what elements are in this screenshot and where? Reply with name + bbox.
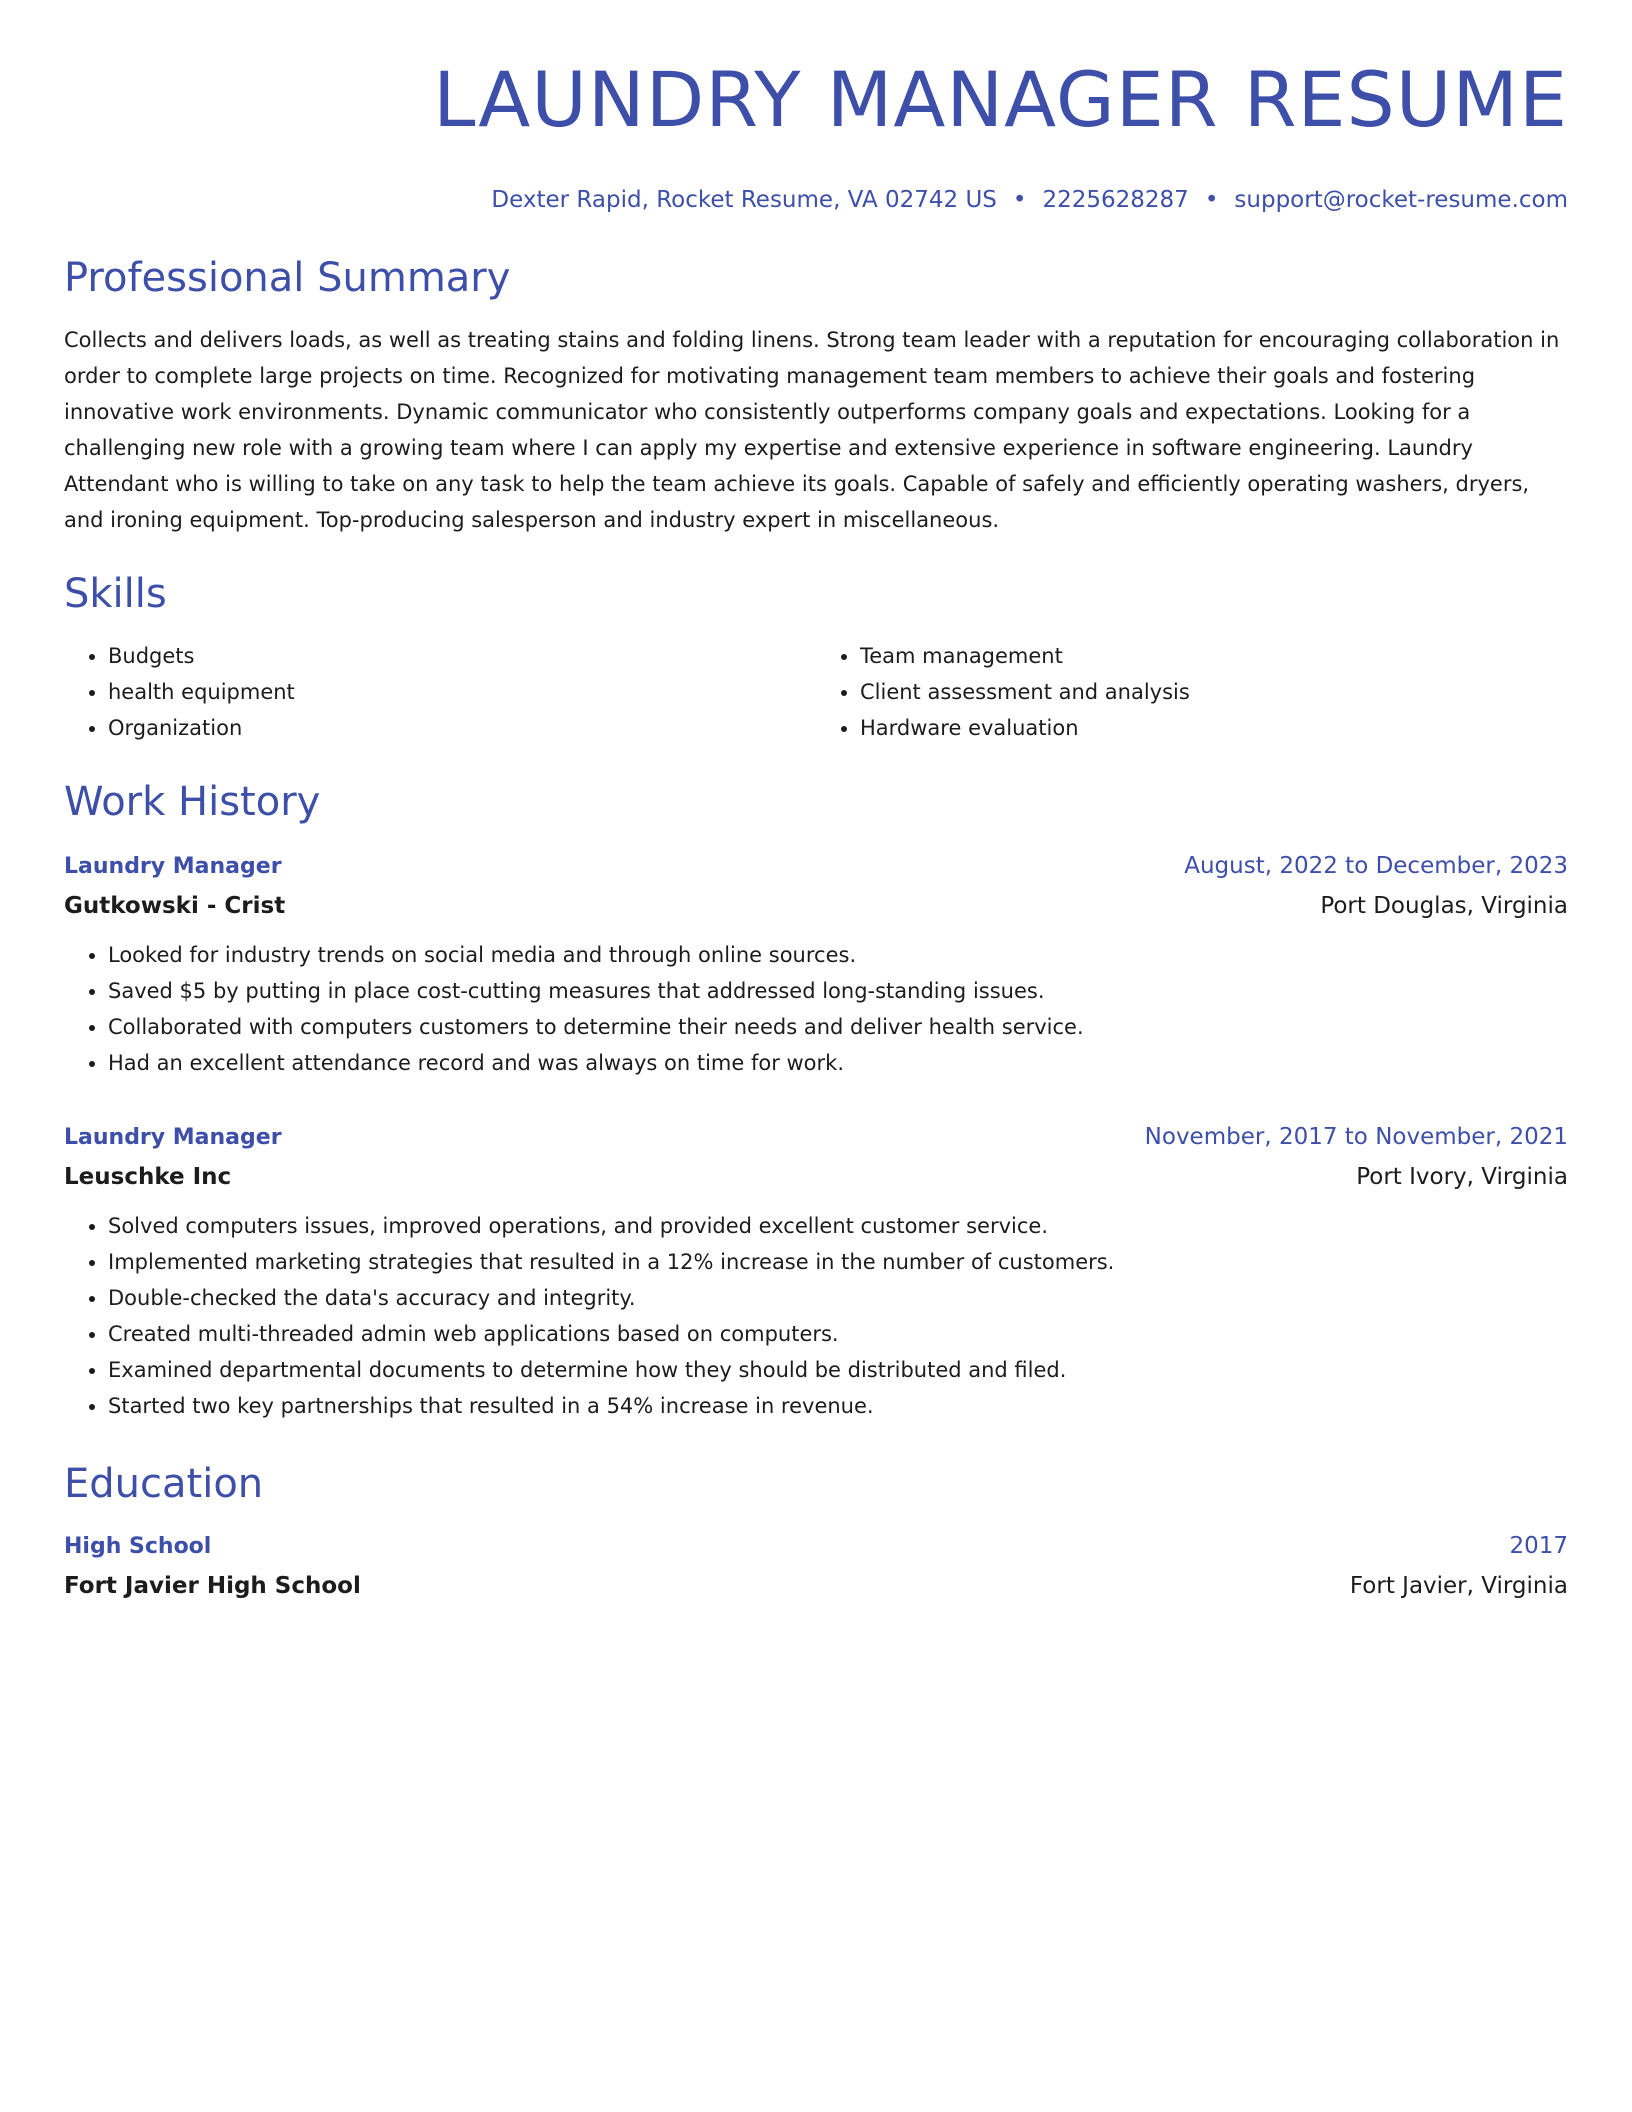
job-bullet: • Examined departmental documents to determine how they should be distributed and filed.: [108, 1352, 1568, 1388]
education-entry: [64, 1526, 1568, 1605]
skills-grid: [64, 638, 1568, 746]
work-history-heading: Work History: [64, 779, 321, 825]
job-bullets: [64, 1208, 1568, 1424]
education-section: [64, 1458, 1568, 1605]
job-bullet: • Saved $5 by putting in place cost-cutting measures that addressed long-standing issues.: [108, 973, 1568, 1009]
summary-section: [64, 252, 1568, 538]
contact-phone: 2225628287: [1042, 187, 1189, 213]
contact-email: support@rocket-resume.com: [1234, 187, 1568, 213]
contact-line: [64, 184, 1568, 216]
skill-item: • Budgets: [108, 638, 816, 674]
education-school-row: [64, 1567, 1568, 1605]
work-history-section: [64, 776, 1568, 1424]
education-year: 2017: [1509, 1533, 1568, 1559]
summary-text: Collects and delivers loads, as well as treating stains and folding linens. Strong team leader with a reputation for encouraging collaboration in order to complete large projects on time. Recognized for motivating management team members to achieve their goals and fostering innovative work environments. Dynamic communicator who consistently outperforms company goals and expectations. Looking for a challenging new role with a growing team where I can apply my expertise and extensive experience in software engineering. Laundry Attendant who is willing to take on any task to help the team achieve its goals. Capable of safely and efficiently operating washers, dryers, and ironing equipment. Top-producing salesperson and industry expert in miscellaneous.: [64, 328, 1560, 532]
job-company: Leuschke Inc: [64, 1164, 232, 1190]
skill-item: • health equipment: [108, 674, 816, 710]
job-dates: November, 2017 to November, 2021: [1144, 1124, 1568, 1150]
job-bullets: [64, 937, 1568, 1081]
contact-address: Dexter Rapid, Rocket Resume, VA 02742 US: [491, 187, 997, 213]
job-company: Gutkowski - Crist: [64, 893, 286, 919]
summary-heading: Professional Summary: [64, 255, 511, 301]
job-bullet: • Implemented marketing strategies that resulted in a 12% increase in the number of customers.: [108, 1244, 1568, 1280]
job-company-row: [64, 887, 1568, 925]
skill-item: • Organization: [108, 710, 816, 746]
job-role: Laundry Manager: [64, 854, 282, 879]
job-title-row: [64, 846, 1568, 887]
job-title-row: [64, 1117, 1568, 1158]
education-heading: Education: [64, 1461, 264, 1507]
job-bullet: • Created multi-threaded admin web applications based on computers.: [108, 1316, 1568, 1352]
skills-section: [64, 568, 1568, 746]
contact-separator: •: [1204, 187, 1219, 213]
job-location: Port Ivory, Virginia: [1356, 1164, 1568, 1190]
job-bullet: • Looked for industry trends on social media and through online sources.: [108, 937, 1568, 973]
job-bullet: • Had an excellent attendance record and was always on time for work.: [108, 1045, 1568, 1081]
education-school: Fort Javier High School: [64, 1573, 361, 1599]
education-degree: High School: [64, 1534, 212, 1559]
job-bullet: • Collaborated with computers customers to determine their needs and deliver health service.: [108, 1009, 1568, 1045]
education-location: Fort Javier, Virginia: [1349, 1573, 1568, 1599]
education-degree-row: [64, 1526, 1568, 1567]
skills-column-right: [816, 638, 1568, 746]
job-bullet: • Solved computers issues, improved operations, and provided excellent customer service.: [108, 1208, 1568, 1244]
job-entry: [64, 846, 1568, 1081]
skill-item: • Client assessment and analysis: [860, 674, 1568, 710]
job-company-row: [64, 1158, 1568, 1196]
skill-item: • Team management: [860, 638, 1568, 674]
job-dates: August, 2022 to December, 2023: [1184, 853, 1568, 879]
job-location: Port Douglas, Virginia: [1320, 893, 1568, 919]
job-entry: [64, 1117, 1568, 1424]
resume-title: LAUNDRY MANAGER RESUME: [433, 55, 1568, 144]
job-bullet: • Double-checked the data's accuracy and integrity.: [108, 1280, 1568, 1316]
skills-heading: Skills: [64, 571, 167, 617]
skills-column-left: [64, 638, 816, 746]
skill-item: • Hardware evaluation: [860, 710, 1568, 746]
job-bullet: • Started two key partnerships that resulted in a 54% increase in revenue.: [108, 1388, 1568, 1424]
job-role: Laundry Manager: [64, 1125, 282, 1150]
contact-separator: •: [1012, 187, 1027, 213]
resume-header: [64, 52, 1568, 216]
